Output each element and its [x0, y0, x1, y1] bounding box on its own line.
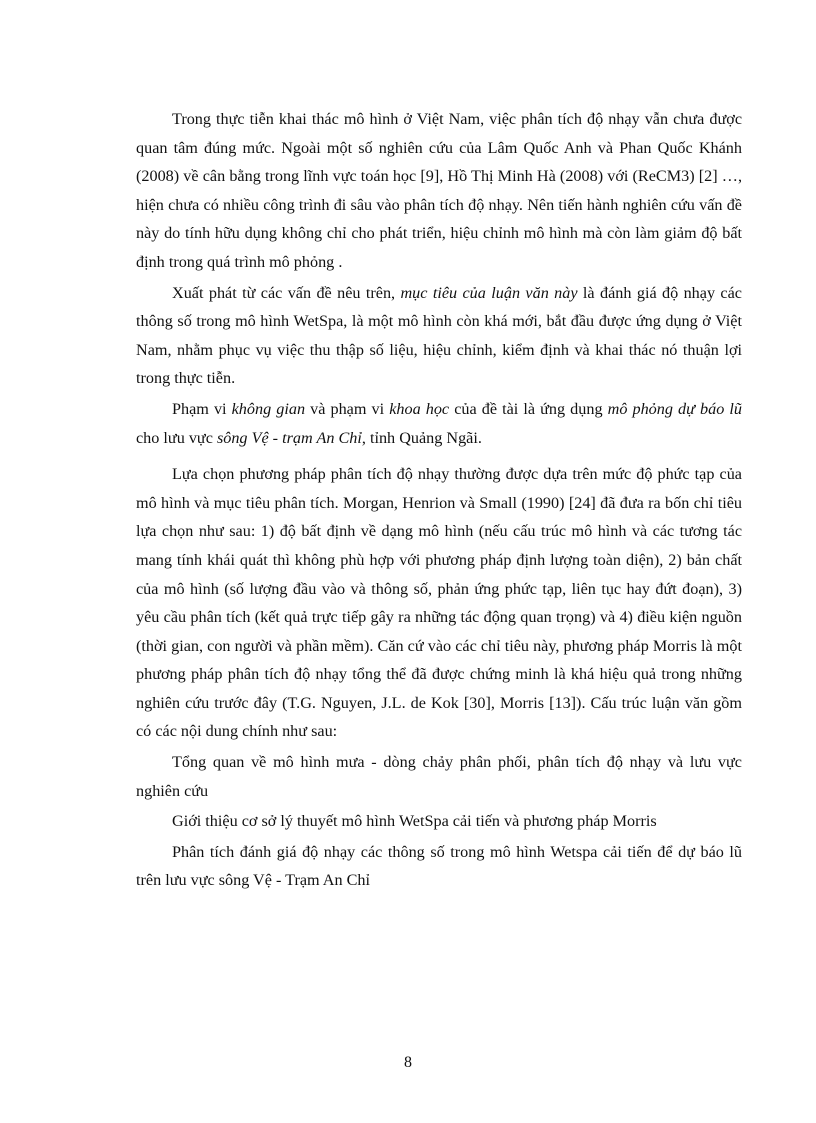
scope-text-2: và phạm vi — [305, 399, 390, 418]
scope-text-1: Phạm vi — [172, 399, 232, 418]
scope-emphasis-space: không gian — [231, 399, 306, 418]
scope-emphasis-basin: sông Vệ - trạm An Chỉ — [216, 428, 362, 447]
paragraph-intro: Trong thực tiễn khai thác mô hình ở Việt Nam, việc phân tích độ nhạy vẫn chưa được quan tâm đúng mức. Ngoài một số nghiên cứu của Lâm Quốc Anh và Phan Quốc Khánh (2008) về cân bằng trong lĩnh vực toán học [9], Hồ Thị Minh Hà (2008) với (ReCM3) [2] …, hiện chưa có nhiều công trình đi sâu vào phân tích độ nhạy. Nên tiến hành nghiên cứu vấn đề này do tính hữu dụng không chỉ cho phát triển, hiệu chỉnh mô hình mà còn làm giảm độ bất định trong quá trình mô phỏng . — [136, 110, 742, 271]
paragraph-method: Lựa chọn phương pháp phân tích độ nhạy thường được dựa trên mức độ phức tạp của mô hình và mục tiêu phân tích. Morgan, Henrion và Small (1990) [24] đã đưa ra bốn chỉ tiêu lựa chọn như sau: 1) độ bất định về dạng mô hình (nếu cấu trúc mô hình và các tương tác mang tính khái quát thì không phù hợp với phương pháp định lượng toàn diện), 2) bản chất của mô hình (số lượng đầu vào và thông số, phản ứng phức tạp, liên tục hay đứt đoạn), 3) yêu cầu phân tích (kết quả trực tiếp gây ra những tác động quan trọng) và 4) điều kiện nguồn (thời gian, con người và phần mềm). Căn cứ vào các chỉ tiêu này, phương pháp Morris là một phương pháp phân tích độ nhạy tổng thể đã được chứng minh là khá hiệu quả trong những nghiên cứu trước đây (T.G. Nguyen, J.L. de Kok [30], Morris [13]). Cấu trúc luận văn gồm có các nội dung chính như sau: — [136, 465, 742, 741]
outline-item-2: Giới thiệu cơ sở lý thuyết mô hình WetSpa cải tiến và phương pháp Morris — [172, 812, 657, 831]
paragraph-scope — [136, 395, 742, 452]
objective-emphasis: mục tiêu của luận văn này — [400, 283, 578, 302]
scope-emphasis-application: mô phỏng dự báo lũ — [607, 399, 742, 418]
paragraph-objective — [136, 279, 742, 393]
objective-text-1: Xuất phát từ các vấn đề nêu trên, — [172, 283, 401, 302]
scope-text-3: của đề tài là ứng dụng — [449, 399, 608, 418]
outline-item-3: Phân tích đánh giá độ nhạy các thông số trong mô hình Wetspa cải tiến để dự báo lũ trên lưu vực sông Vệ - Trạm An Chỉ — [136, 842, 742, 890]
page-number: 8 — [404, 1054, 412, 1071]
objective-text-2: là đánh giá độ nhạy các thông số trong mô hình WetSpa, là một mô hình còn khá mới, bắt đầu được ứng dụng ở Việt Nam, nhằm phục vụ việc thu thập số liệu, hiệu chỉnh, kiểm định và khai thác nó thuận lợi trong thực tiễn. — [136, 283, 742, 388]
scope-text-5: , tỉnh Quảng Ngãi. — [361, 428, 482, 447]
scope-emphasis-science: khoa học — [389, 399, 450, 418]
page-body — [136, 105, 742, 895]
scope-text-4: cho lưu vực — [136, 428, 217, 447]
outline-item-1: Tổng quan về mô hình mưa - dòng chảy phân phối, phân tích độ nhạy và lưu vực nghiên cứu — [136, 753, 742, 800]
